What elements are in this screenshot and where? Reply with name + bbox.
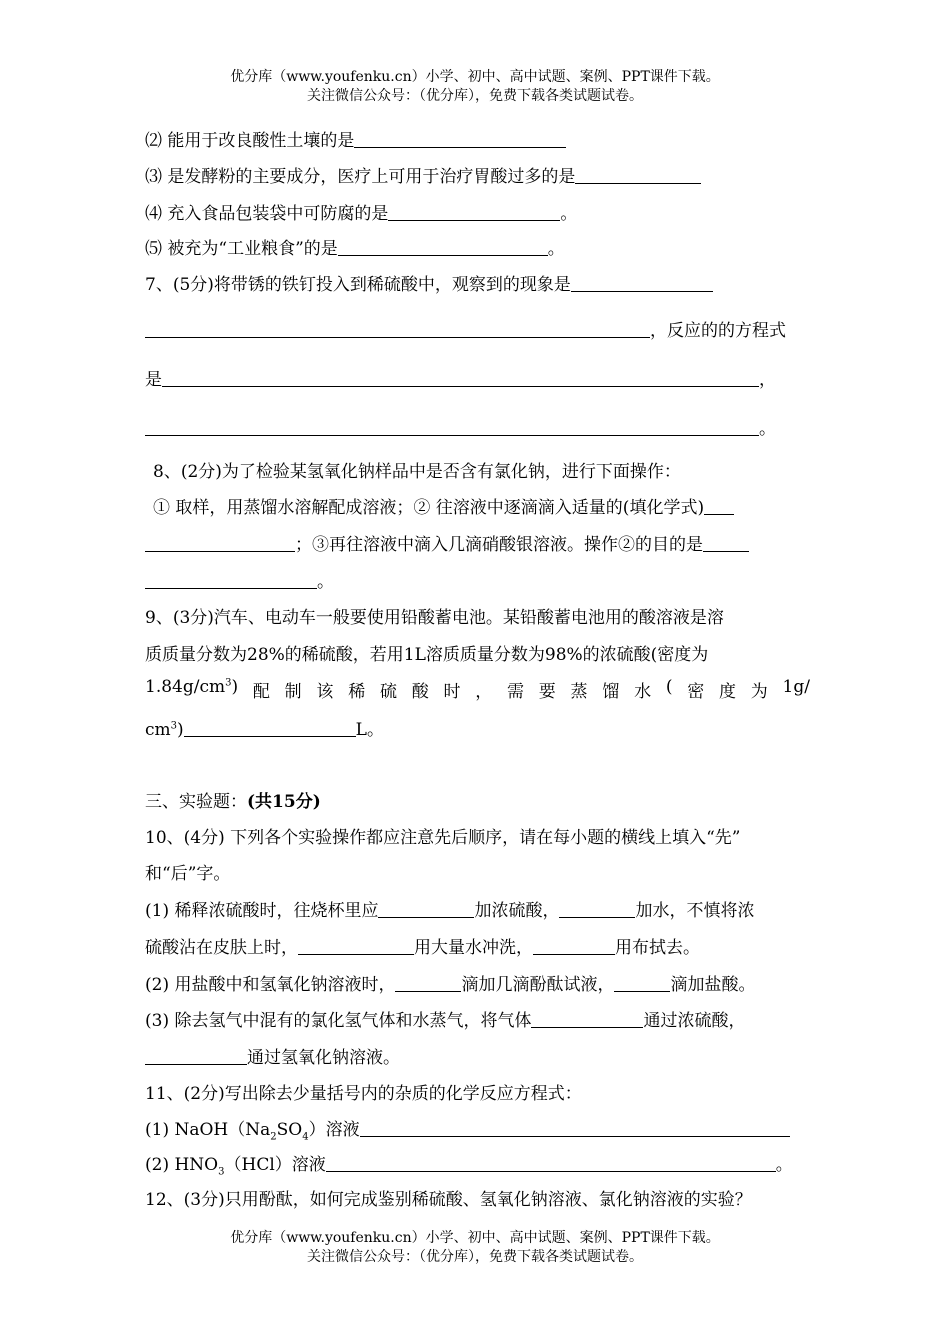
q10-part3-line1	[145, 1006, 810, 1031]
q10-p1-text-b: 加浓硫酸，	[474, 901, 560, 921]
subscript: 4	[302, 1131, 309, 1143]
q11-p2-text-a: (2) HNO	[145, 1155, 219, 1175]
header-line-1: 优分库（www.youfenku.cn）小学、初中、高中试题、案例、PPT课件下载。	[230, 69, 720, 85]
q7-line-2	[145, 316, 810, 341]
q6-part5-text: ⑸ 被充为“工业粮食”的是	[145, 239, 338, 259]
q9-density: 1.84g/cm	[145, 677, 226, 697]
q11-line-1	[145, 1079, 810, 1104]
q10-blank-6[interactable]	[614, 976, 670, 992]
q10-blank-4[interactable]	[533, 939, 615, 955]
q10-p2-text-b: 滴加几滴酚酞试液，	[461, 975, 615, 995]
q9-char: 该	[316, 682, 334, 702]
q8-line3-text: ；③再往溶液中滴入几滴硝酸银溶液。操作②的目的是	[295, 535, 703, 555]
q10-text: 10、(4分) 下列各个实验操作都应注意先后顺序，请在每小题的横线上填入“先”	[145, 828, 741, 848]
q9-line2-text: 质质量分数为28%的稀硫酸，若用1L溶质质量分数为98%的浓硫酸(密度为	[145, 645, 709, 665]
q10-p2-text-c: 滴加盐酸。	[670, 975, 756, 995]
page-header	[0, 68, 950, 106]
q9-char: 为	[750, 682, 768, 702]
q8-line-2	[153, 493, 818, 518]
q6-part2-blank[interactable]	[354, 132, 566, 148]
q9-char: 稀	[348, 682, 366, 702]
q10-p1-text-d: 硫酸沾在皮肤上时，	[145, 938, 298, 958]
q8-line2-text: ① 取样，用蒸馏水溶解配成溶液；② 往溶液中逐滴滴入适量的(填化学式)	[153, 498, 705, 518]
period: 。	[775, 1155, 793, 1175]
q10-line-1	[145, 823, 810, 848]
q9-char: (	[665, 677, 673, 697]
q10-p1-text-e: 用大量水冲洗，	[414, 938, 533, 958]
page-footer	[0, 1229, 950, 1267]
q11-p1-text-c: ）溶液	[308, 1120, 360, 1140]
q9-char: 酸	[411, 682, 429, 702]
q11-p2-text-b: （HCl）溶液	[224, 1155, 326, 1175]
q9-line-2	[145, 640, 810, 665]
q10-p3-text-c: 通过氢氧化钠溶液。	[247, 1048, 400, 1068]
q8-line-4	[145, 567, 810, 592]
header-line-2: 关注微信公众号：（优分库），免费下载各类试题试卷。	[307, 88, 643, 104]
q9-char: 蒸	[570, 682, 588, 702]
q8-text: 8、(2分)为了检验某氢氧化钠样品中是否含有氯化钠，进行下面操作：	[153, 462, 681, 482]
superscript: 3	[225, 677, 232, 689]
q9-char: 配	[252, 682, 270, 702]
section-3-title	[145, 787, 810, 812]
section-3-label: 三、实验题：	[145, 792, 247, 812]
q8-blank-1b[interactable]	[145, 536, 295, 552]
q10-blank-7[interactable]	[531, 1012, 643, 1028]
q7-blank-3[interactable]	[162, 371, 759, 387]
q9-line-3	[145, 677, 810, 702]
q10-part3-line2	[145, 1043, 810, 1068]
q8-line-1	[153, 457, 818, 482]
q10-part1-line2	[145, 933, 810, 958]
q7-line-1	[145, 270, 810, 295]
q9-line-1	[145, 603, 810, 628]
q6-part2	[145, 126, 810, 151]
q10-text-cont: 和“后”字。	[145, 864, 231, 884]
q8-line-3	[145, 530, 810, 555]
q11-text: 11、(2分)写出除去少量括号内的杂质的化学反应方程式：	[145, 1084, 582, 1104]
superscript: 3	[170, 720, 178, 732]
q10-p3-text-b: 通过浓硫酸，	[643, 1011, 746, 1031]
q9-char: 1g/	[782, 677, 810, 697]
q10-p1-text-f: 用布拭去。	[615, 938, 700, 958]
q10-p3-text-a: (3) 除去氢气中混有的氯化氢气体和水蒸气，将气体	[145, 1011, 532, 1031]
subscript: 2	[270, 1131, 277, 1143]
comma: ，	[759, 370, 776, 390]
q9-char: 度	[719, 682, 737, 702]
q8-blank-2a[interactable]	[703, 536, 749, 552]
q10-p1-text-c: 加水，不慎将浓	[635, 901, 755, 921]
q9-char-unit	[145, 677, 238, 702]
q9-char: 要	[538, 682, 556, 702]
q6-part2-text: ⑵ 能用于改良酸性土壤的是	[145, 131, 355, 151]
q9-char: 密	[687, 682, 705, 702]
q7-line2-end: ，反应的的方程式	[650, 321, 786, 341]
q7-line-4	[145, 414, 810, 439]
q9-char: 制	[284, 682, 302, 702]
q9-char: 时	[443, 682, 461, 702]
q11-part1	[145, 1115, 810, 1142]
q10-blank-2[interactable]	[559, 902, 635, 918]
q10-blank-1[interactable]	[378, 902, 474, 918]
q10-part2	[145, 970, 810, 995]
q6-part4	[145, 199, 810, 224]
q10-blank-5[interactable]	[395, 976, 461, 992]
q9-char: 水	[634, 682, 652, 702]
q12-line-1	[145, 1185, 810, 1210]
q11-blank-2[interactable]	[326, 1156, 776, 1172]
q9-line4-end: L。	[355, 720, 384, 740]
period: 。	[317, 572, 334, 592]
q6-part4-blank[interactable]	[388, 205, 560, 221]
q6-part3-blank[interactable]	[575, 168, 701, 184]
q9-line-4	[145, 715, 810, 740]
footer-line-2: 关注微信公众号：（优分库），免费下载各类试题试卷。	[307, 1249, 643, 1265]
q7-line-3	[145, 365, 810, 390]
q6-part5	[145, 234, 810, 259]
q10-part1-line1	[145, 896, 810, 921]
q7-blank-4[interactable]	[145, 420, 759, 436]
q8-blank-1a[interactable]	[704, 499, 734, 515]
q9-line1-text: 9、(3分)汽车、电动车一般要使用铅酸蓄电池。某铅酸蓄电池用的酸溶液是溶	[145, 608, 724, 628]
subscript: 3	[218, 1166, 225, 1178]
q10-blank-8[interactable]	[145, 1049, 247, 1065]
q6-part3	[145, 162, 810, 187]
q10-line-2	[145, 859, 810, 884]
q11-p1-text-b: SO	[276, 1120, 303, 1140]
period: 。	[547, 239, 565, 259]
q10-blank-3[interactable]	[298, 939, 414, 955]
q11-blank-1[interactable]	[360, 1121, 790, 1137]
q7-line3-start: 是	[145, 370, 162, 390]
section-3-points: (共15分)	[247, 792, 321, 812]
period: 。	[560, 204, 578, 224]
q9-char: 硫	[379, 682, 397, 702]
paren: )	[177, 720, 184, 740]
q6-part3-text: ⑶ 是发酵粉的主要成分，医疗上可用于治疗胃酸过多的是	[145, 167, 576, 187]
q9-blank[interactable]	[184, 721, 356, 737]
q6-part5-blank[interactable]	[338, 240, 548, 256]
q7-text: 7、(5分)将带锈的铁钉投入到稀硫酸中，观察到的现象是	[145, 275, 571, 295]
q7-blank-2[interactable]	[145, 322, 650, 338]
q6-part4-text: ⑷ 充入食品包装袋中可防腐的是	[145, 204, 389, 224]
q9-line4-start: cm	[145, 720, 171, 740]
q10-p1-text-a: (1) 稀释浓硫酸时，往烧杯里应	[145, 901, 379, 921]
q11-part2	[145, 1150, 810, 1177]
q8-blank-2b[interactable]	[145, 573, 317, 589]
q11-p1-text-a: (1) NaOH（Na	[145, 1120, 271, 1140]
q9-char: 需	[507, 682, 525, 702]
period: 。	[759, 419, 776, 439]
footer-line-1: 优分库（www.youfenku.cn）小学、初中、高中试题、案例、PPT课件下载。	[230, 1230, 720, 1246]
q9-char: 馏	[602, 682, 620, 702]
q9-char: ，	[475, 682, 493, 702]
q10-p2-text-a: (2) 用盐酸中和氢氧化钠溶液时，	[145, 975, 396, 995]
q7-blank-1[interactable]	[571, 276, 713, 292]
paren: )	[231, 677, 239, 697]
q12-text: 12、(3分)只用酚酞，如何完成鉴别稀硫酸、氢氧化钠溶液、氯化钠溶液的实验？	[145, 1190, 752, 1210]
